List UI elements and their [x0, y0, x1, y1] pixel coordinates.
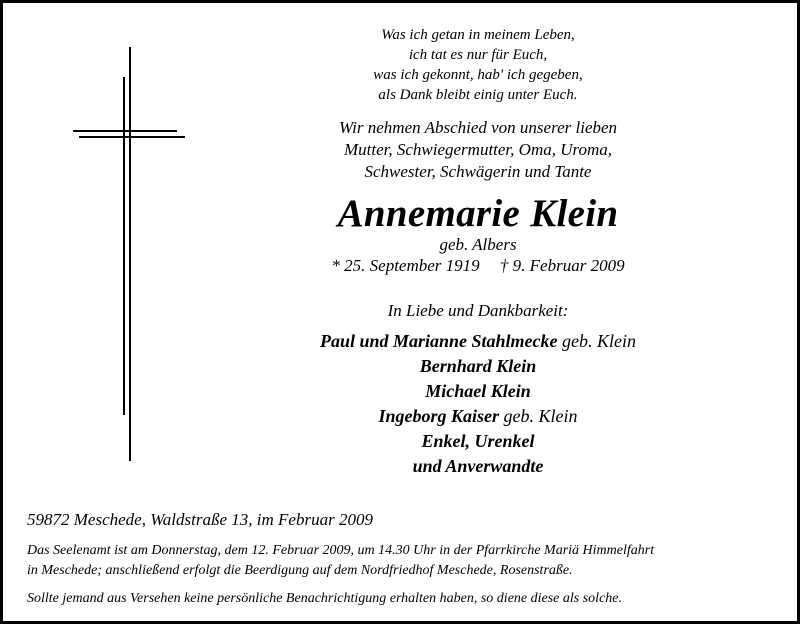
death-symbol: †	[499, 256, 509, 275]
mourner-suffix: geb. Klein	[557, 331, 637, 351]
service-line: Das Seelenamt ist am Donnerstag, dem 12. Februar 2009, um 14.30 Uhr in der Pfarrkirche Mariä Himmelfahrt	[27, 543, 655, 558]
place-date: 59872 Meschede, Waldstraße 13, im Februar 2009	[27, 510, 373, 529]
mourner	[273, 404, 683, 429]
poem-line: ich tat es nur für Euch,	[408, 47, 548, 63]
service-line: in Meschede; anschließend erfolgt die Beerdigung auf dem Nordfriedhof Meschede, Rosenstraße.	[27, 563, 573, 578]
intro-line: Wir nehmen Abschied von unserer lieben	[338, 118, 618, 137]
mourner	[273, 329, 683, 354]
mourner-suffix: geb. Klein	[499, 406, 578, 426]
mourner-name: Ingeborg Kaiser	[378, 406, 499, 426]
birth-name: geb. Albers	[439, 235, 517, 254]
mourner	[273, 379, 683, 404]
thanks-line: In Liebe und Dankbarkeit:	[387, 301, 569, 320]
death-date: 9. Februar 2009	[512, 256, 625, 275]
birth-date: 25. September 1919	[344, 256, 480, 275]
mourner-name: Paul und Marianne Stahlmecke	[319, 331, 558, 351]
birth-symbol: *	[331, 256, 340, 275]
cross-icon	[69, 43, 189, 463]
poem-line: Was ich getan in meinem Leben,	[381, 27, 575, 43]
mourner-name: Michael Klein	[425, 381, 531, 401]
poem-line: als Dank bleibt einig unter Euch.	[378, 87, 578, 103]
mourner-name: und Anverwandte	[412, 456, 544, 476]
service-info	[27, 541, 787, 581]
poem-line: was ich gekonnt, hab' ich gegeben,	[373, 67, 583, 83]
intro-line: Mutter, Schwiegermutter, Oma, Uroma,	[343, 140, 613, 159]
farewell-intro	[273, 117, 683, 183]
mourner-name: Enkel, Urenkel	[421, 431, 535, 451]
mourner	[273, 354, 683, 379]
deceased-name: Annemarie Klein	[337, 192, 619, 235]
mourner-name: Bernhard Klein	[419, 356, 537, 376]
life-dates	[273, 255, 683, 277]
intro-line: Schwester, Schwägerin und Tante	[364, 162, 592, 181]
mourner	[273, 429, 683, 454]
mourners-list	[273, 329, 683, 479]
mourner	[273, 454, 683, 479]
notice-line: Sollte jemand aus Versehen keine persönliche Benachrichtigung erhalten haben, so diene diese als solche.	[27, 591, 622, 606]
poem	[273, 25, 683, 105]
